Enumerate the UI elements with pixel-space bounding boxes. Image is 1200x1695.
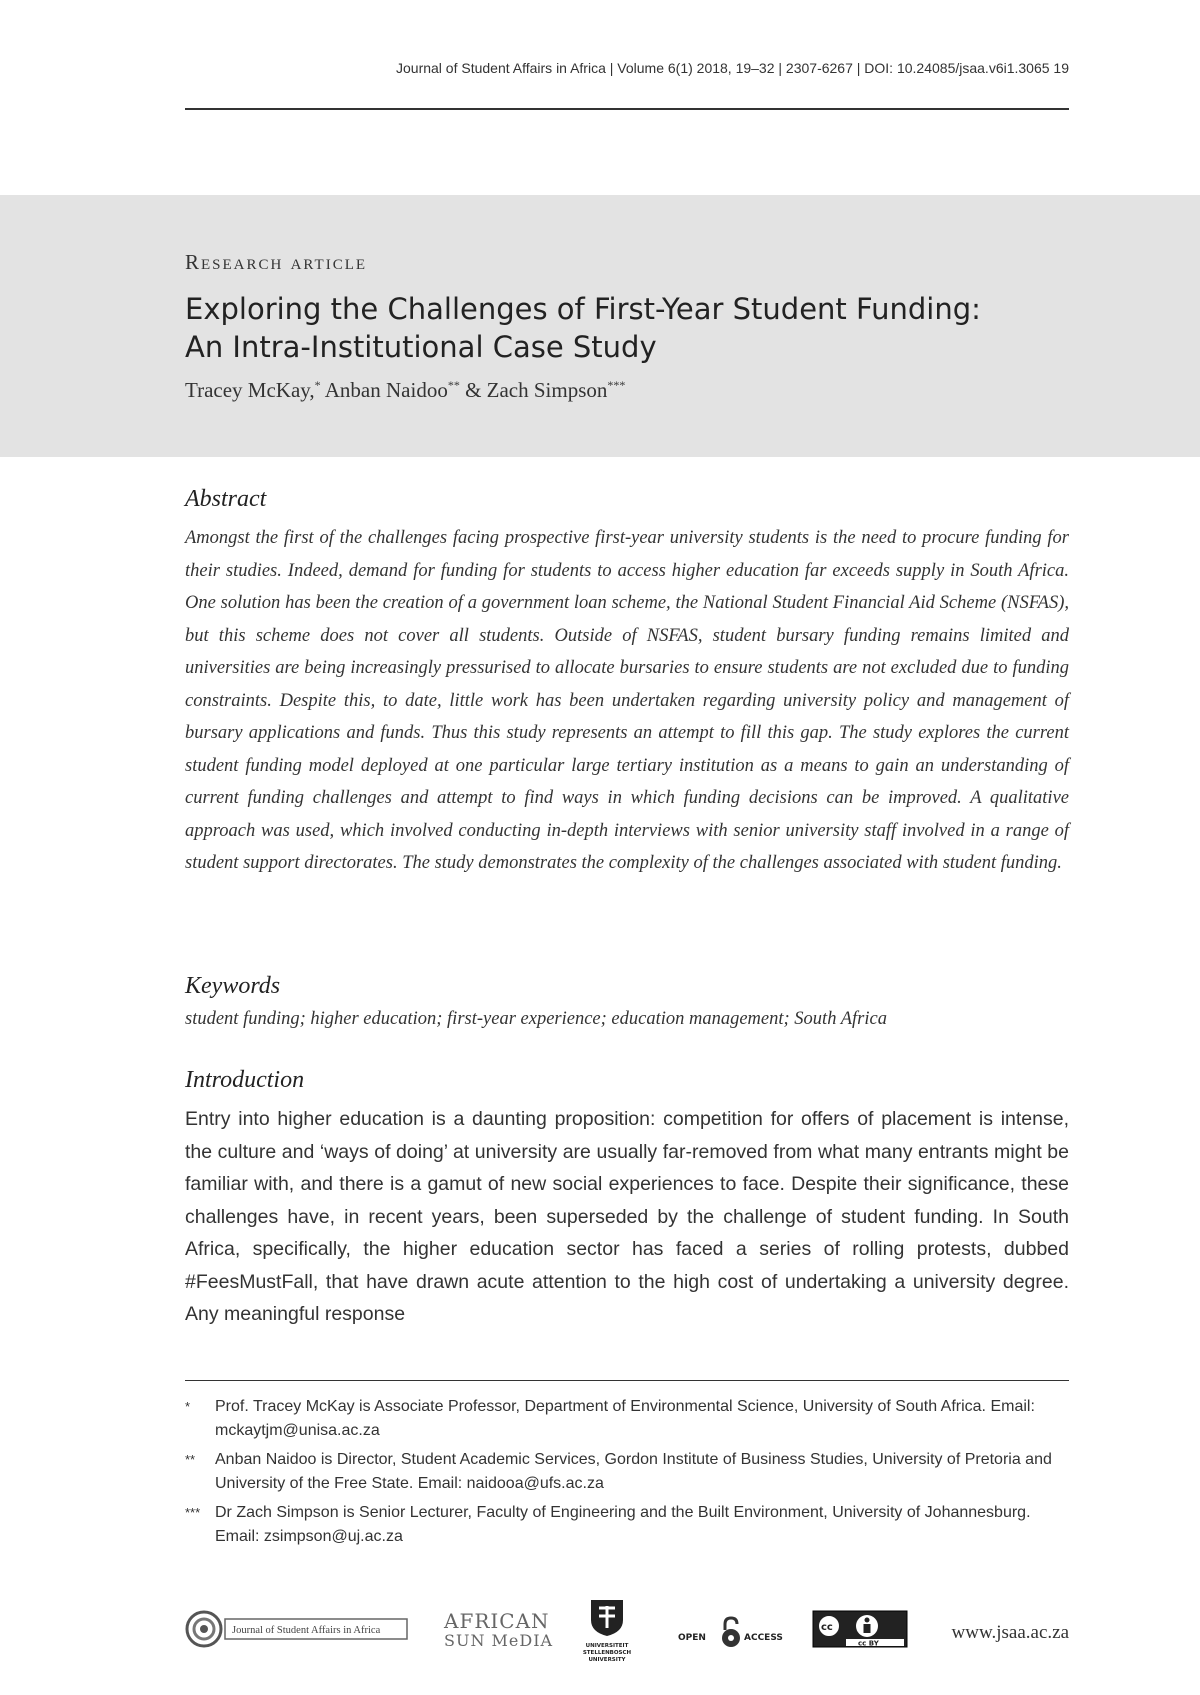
article-type: Research article [185,250,368,274]
footnote-mckay [185,1395,1069,1443]
journal-website[interactable]: www.jsaa.ac.za [951,1622,1069,1643]
stellenbosch-logo [577,1598,637,1668]
abstract-text: Amongst the first of the challenges facing prospective first-year university students is the need to procure funding for their studies. Indeed, demand for funding for students to access higher education far exceeds supply in South Africa. One solution has been the creation of a government loan scheme, the National Student Financial Aid Scheme (NSFAS), but this scheme does not cover all students. Outside of NSFAS, student bursary funding remains limited and universities are being increasingly pressurised to allocate bursaries to ensure students are not excluded due to funding constraints. Despite this, to date, little work has been undertaken regarding university policy and management of bursary applications and funds. Thus this study represents an attempt to fill this gap. The study explores the current student funding model deployed at one particular large tertiary institution as a means to gain an understanding of current funding challenges and attempt to find ways in which funding decisions can be improved. A qualitative approach was used, which involved conducting in-depth interviews with senior university staff involved in a range of student support directorates. The study demonstrates the complexity of the challenges associated with student funding. [185,528,1069,873]
stellenbosch-logo-text: UNIVERSITEIT STELLENBOSCH UNIVERSITY [582,1643,632,1663]
footnote-mark: *** [185,1505,201,1520]
title-line-1: Exploring the Challenges of First-Year Student Funding: [185,292,981,326]
footnote-text: Anban Naidoo is Director, Student Academic Services, Gordon Institute of Business Studies, University of Pretoria and University of the Free State. Email: naidooa@ufs.ac.za [215,1451,1052,1492]
footnote-rule [185,1380,1069,1381]
author-list [185,378,625,403]
cc-by-license-logo [812,1610,908,1648]
open-access-logo [678,1616,783,1652]
footnote-mark: * [185,1399,191,1414]
jsaa-logo [185,1610,410,1648]
introduction-heading: Introduction [185,1067,305,1093]
cc-by-text: cc BY [858,1639,879,1648]
author-mark: * [314,378,321,392]
keywords-text: student funding; higher education; first-year experience; education management; South Africa [185,1009,887,1029]
svg-text:cc: cc [821,1622,833,1633]
asm-line-1: AFRICAN [444,1609,550,1633]
shield-icon [587,1598,627,1638]
open-access-right-text: ACCESS [744,1633,783,1643]
title-line-2: An Intra-Institutional Case Study [185,330,657,364]
author-mark: ** [447,378,460,392]
author-simpson: & Zach Simpson [459,378,608,402]
running-head: Journal of Student Affairs in Africa | Volume 6(1) 2018, 19–32 | 2307-6267 | DOI: 10.24085/jsaa.v6i1.3065 19 [396,60,1069,76]
header-rule [185,108,1069,110]
footnote-simpson [185,1501,1069,1549]
asm-line-2: SUN MeDIA [444,1631,554,1650]
publisher-footer [185,1598,1069,1668]
abstract-heading: Abstract [185,486,267,512]
open-lock-icon [722,1618,740,1647]
introduction-text: Entry into higher education is a daunting proposition: competition for offers of placement is intense, the culture and ‘ways of doing’ at university are usually far-removed from what many entrants might be familiar with, and there is a gamut of new social experiences to face. Despite their significance, these challenges have, in recent years, been superseded by the challenge of student funding. In South Africa, specifically, the higher education sector has faced a series of rolling protests, dubbed #FeesMustFall, that have drawn acute attention to the high cost of undertaking a university degree. Any meaningful response [185,1108,1069,1325]
open-access-left-text: OPEN [678,1633,706,1643]
author-naidoo: Anban Naidoo [320,378,448,402]
author-mark: *** [607,378,626,392]
author-mckay: Tracey McKay, [185,378,315,402]
footnote-text: Prof. Tracey McKay is Associate Professor, Department of Environmental Science, University of South Africa. Email: mckaytjm@unisa.ac.za [215,1398,1035,1439]
footnote-naidoo [185,1448,1069,1496]
article-title [185,290,1085,366]
footnote-text: Dr Zach Simpson is Senior Lecturer, Faculty of Engineering and the Built Environment, University of Johannesburg. Email: zsimpson@uj.ac.za [215,1504,1031,1545]
footnote-mark: ** [185,1452,196,1467]
african-sun-media-logo [444,1610,559,1654]
keywords-heading: Keywords [185,973,281,999]
jsaa-logo-text: Journal of Student Affairs in Africa [232,1625,381,1636]
